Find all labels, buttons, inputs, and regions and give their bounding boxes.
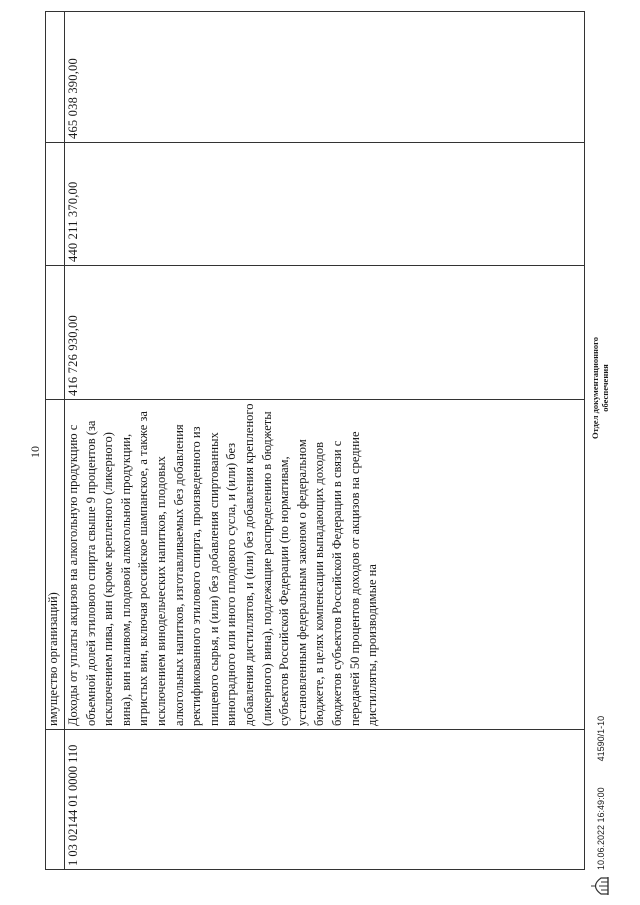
footer-department: Отдел документационного обеспечения (590, 336, 610, 440)
seal-icon (588, 875, 612, 897)
footer-doc-number: 41590/1-10 (596, 715, 606, 762)
revenue-code: 1 03 02144 01 0000 110 (65, 730, 585, 870)
footer-timestamp: 10.06.2022 16:49:00 (596, 787, 606, 870)
header-amount-2-cell (46, 143, 65, 266)
page-number: 10 (28, 446, 42, 458)
amount-year-1: 416 726 930,00 (65, 266, 585, 400)
header-description-cell: имущество организаций) (46, 400, 65, 730)
amount-year-2: 440 211 370,00 (65, 143, 585, 266)
table-header-row (46, 12, 65, 870)
header-amount-3-cell (46, 12, 65, 143)
table-row (65, 12, 585, 870)
header-code-cell (46, 730, 65, 870)
document-footer (596, 716, 606, 870)
header-amount-1-cell (46, 266, 65, 400)
amount-year-3: 465 038 390,00 (65, 12, 585, 143)
revenue-description: Доходы от уплаты акцизов на алкогольную продукцию с объемной долей этилового спирта свыше 9 процентов (за исключением пива, вин (кроме крепленого (ликерного) вина), вин наливом, плодовой алкогольной продукции, игристых вин, включая российское шампанское, а также за исключением винодельческих напитков, плодовых алкогольных напитков, изготавливаемых без добавления ректификованного этилового спирта, произведенного из пищевого сырья, и (или) без добавления спиртованных виноградного или иного плодового сусла, и (или) без добавления дистиллятов, и (или) без добавления крепленого (ликерного) вина), подлежащие распределению в бюджеты субъектов Российской Федерации (по нормативам, установленным федеральным законом о федеральном бюджете, в целях компенсации выпадающих доходов бюджетов субъектов Российской Федерации в связи с передачей 50 процентов доходов от акцизов на средние дистилляты, производимые на (65, 400, 585, 730)
revenue-table (45, 11, 585, 870)
